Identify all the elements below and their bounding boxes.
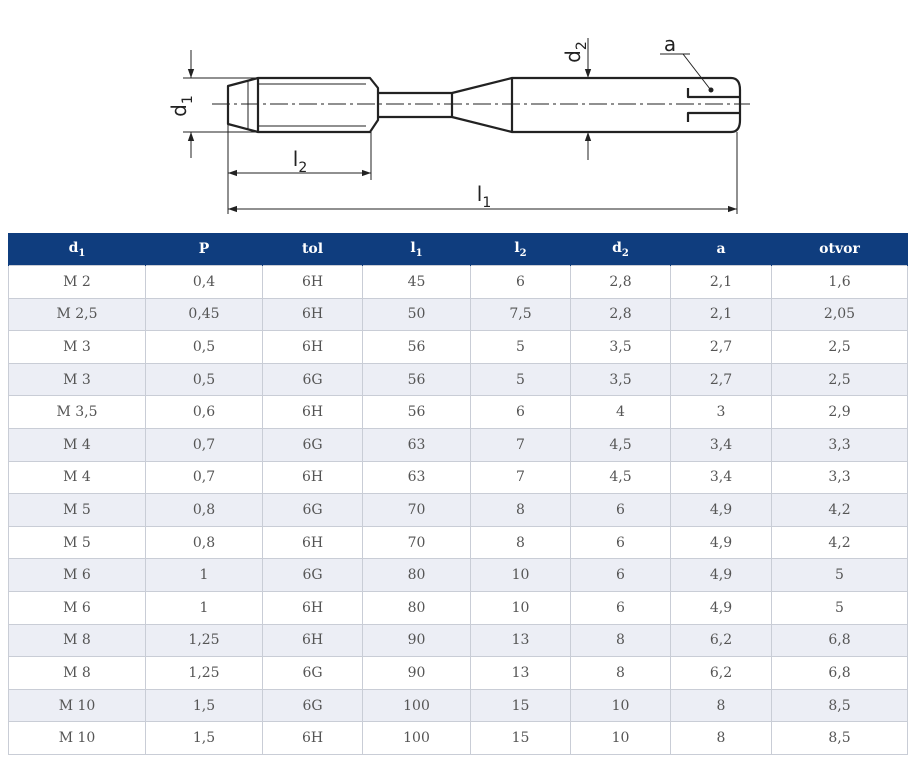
table-cell-a: 4,9 [671,526,772,559]
column-header-label: d [68,239,79,256]
table-cell-otvor: 2,5 [772,363,908,396]
table-cell-p: 1 [146,559,263,592]
l2-label-main: l [292,147,299,171]
table-cell-d1: M 6 [9,591,146,624]
table-cell-l2: 7 [471,428,571,461]
table-cell-p: 0,5 [146,331,263,364]
table-cell-p: 0,7 [146,461,263,494]
table-cell-d1: M 3 [9,331,146,364]
table-cell-p: 1,5 [146,689,263,722]
table-cell-otvor: 6,8 [772,624,908,657]
table-cell-a: 2,1 [671,266,772,299]
table-cell-d1: M 5 [9,494,146,527]
table-cell-a: 8 [671,689,772,722]
column-header-label: tol [301,241,324,257]
table-cell-l1: 56 [363,331,471,364]
table-cell-d2: 2,8 [571,298,671,331]
table-row [9,494,908,527]
table-cell-otvor: 1,6 [772,266,908,299]
d1-label [167,95,196,117]
table-cell-p: 0,6 [146,396,263,429]
table-cell-a: 4,9 [671,494,772,527]
table-cell-otvor: 5 [772,591,908,624]
table-cell-d2: 4,5 [571,461,671,494]
table-cell-l1: 45 [363,266,471,299]
table-cell-tol: 6H [263,461,363,494]
table-cell-d1: M 2,5 [9,298,146,331]
d2-label-sub: 2 [574,41,590,51]
table-cell-otvor: 8,5 [772,722,908,755]
table-cell-d2: 2,8 [571,266,671,299]
table-cell-d1: M 2 [9,266,146,299]
d1-label-main: d [167,104,191,117]
column-header-label: l [410,239,416,256]
table-cell-d2: 10 [571,722,671,755]
table-cell-l1: 80 [363,559,471,592]
table-cell-l2: 15 [471,689,571,722]
table-cell-otvor: 2,5 [772,331,908,364]
table-cell-l1: 63 [363,428,471,461]
table-cell-d2: 10 [571,689,671,722]
table-cell-d1: M 3,5 [9,396,146,429]
table-cell-tol: 6H [263,526,363,559]
table-cell-d2: 6 [571,559,671,592]
table-cell-a: 2,7 [671,331,772,364]
table-cell-otvor: 6,8 [772,657,908,690]
table-cell-a: 4,9 [671,559,772,592]
table-cell-otvor: 2,9 [772,396,908,429]
table-cell-d2: 6 [571,526,671,559]
table-cell-l2: 7 [471,461,571,494]
table-cell-a: 2,1 [671,298,772,331]
table-row [9,657,908,690]
table-cell-l1: 100 [363,689,471,722]
l1-label-sub: 1 [482,195,492,211]
column-header-tol [263,233,363,266]
l2-label-sub: 2 [298,160,308,176]
table-header [9,233,908,266]
table-cell-otvor: 3,3 [772,428,908,461]
column-header-otvor [772,233,908,266]
table-cell-l2: 6 [471,396,571,429]
table-row [9,461,908,494]
table-cell-d1: M 10 [9,689,146,722]
l1-label-main: l [476,182,483,206]
table-cell-d1: M 10 [9,722,146,755]
table-cell-d2: 3,5 [571,363,671,396]
table-cell-a: 6,2 [671,657,772,690]
thread-lines [248,80,366,130]
table-cell-p: 0,45 [146,298,263,331]
table-cell-p: 0,4 [146,266,263,299]
table-cell-l2: 7,5 [471,298,571,331]
table-cell-l2: 13 [471,657,571,690]
table-cell-l1: 90 [363,624,471,657]
tap-body-outline [228,78,740,132]
table-cell-l1: 70 [363,526,471,559]
table-cell-l2: 5 [471,363,571,396]
table-cell-otvor: 5 [772,559,908,592]
column-header-label: d [612,239,622,256]
table-cell-p: 0,7 [146,428,263,461]
table-cell-otvor: 2,05 [772,298,908,331]
a-label: a [663,32,677,56]
table-cell-otvor: 8,5 [772,689,908,722]
table-cell-a: 2,7 [671,363,772,396]
table-cell-l2: 5 [471,331,571,364]
d2-label-main: d [561,50,585,63]
table-cell-a: 3,4 [671,428,772,461]
table-cell-tol: 6H [263,591,363,624]
tap-dimensions-table [8,233,908,755]
column-header-subscript: 1 [415,247,423,259]
table-cell-otvor: 4,2 [772,494,908,527]
table-row [9,624,908,657]
table-cell-a: 6,2 [671,624,772,657]
table-cell-d1: M 5 [9,526,146,559]
table-cell-d2: 4,5 [571,428,671,461]
table-cell-d2: 8 [571,657,671,690]
table-cell-p: 1 [146,591,263,624]
a-leader-dot [709,88,714,93]
table-cell-l1: 56 [363,363,471,396]
table-cell-tol: 6H [263,722,363,755]
table-cell-p: 0,8 [146,526,263,559]
table-cell-l2: 10 [471,559,571,592]
table-cell-tol: 6H [263,396,363,429]
table-cell-a: 8 [671,722,772,755]
table-cell-l2: 8 [471,526,571,559]
table-cell-tol: 6G [263,559,363,592]
table-cell-otvor: 3,3 [772,461,908,494]
table-cell-l1: 50 [363,298,471,331]
table-cell-l1: 70 [363,494,471,527]
table-row [9,331,908,364]
table-cell-tol: 6G [263,657,363,690]
table-cell-l2: 6 [471,266,571,299]
table-cell-otvor: 4,2 [772,526,908,559]
column-header-label: otvor [819,241,860,257]
table-cell-a: 3 [671,396,772,429]
table-cell-d1: M 6 [9,559,146,592]
table-cell-p: 1,5 [146,722,263,755]
table-cell-l1: 100 [363,722,471,755]
table-cell-p: 0,5 [146,363,263,396]
table-cell-a: 3,4 [671,461,772,494]
column-header-subscript: 2 [519,247,527,259]
table-header-row [9,233,908,266]
table-row [9,722,908,755]
table-row [9,526,908,559]
d1-label-sub: 1 [180,95,196,105]
table-cell-d2: 6 [571,494,671,527]
table-cell-tol: 6G [263,689,363,722]
table-cell-d1: M 3 [9,363,146,396]
table-row [9,591,908,624]
table-cell-l2: 15 [471,722,571,755]
table-cell-d1: M 8 [9,624,146,657]
table-cell-p: 1,25 [146,624,263,657]
table-cell-tol: 6G [263,494,363,527]
table-cell-l1: 63 [363,461,471,494]
table-cell-l1: 80 [363,591,471,624]
table-cell-p: 0,8 [146,494,263,527]
table-row [9,363,908,396]
table-cell-d1: M 4 [9,461,146,494]
table-cell-a: 4,9 [671,591,772,624]
table-cell-tol: 6G [263,428,363,461]
table-cell-tol: 6H [263,624,363,657]
table-row [9,428,908,461]
table-cell-tol: 6H [263,298,363,331]
column-header-p [146,233,263,266]
table-row [9,559,908,592]
column-header-label: P [198,241,210,257]
column-header-l2 [471,233,571,266]
d2-label [561,41,590,63]
a-leader [660,54,710,89]
table-body [9,266,908,755]
column-header-d2 [571,233,671,266]
column-header-label: a [716,241,726,257]
table-cell-l1: 56 [363,396,471,429]
table-cell-l2: 8 [471,494,571,527]
tap-diagram-svg [0,0,919,230]
column-header-a [671,233,772,266]
table-cell-l2: 10 [471,591,571,624]
l2-label [293,147,307,176]
column-header-l1 [363,233,471,266]
table-cell-d2: 3,5 [571,331,671,364]
table-row [9,266,908,299]
table-cell-d2: 6 [571,591,671,624]
table-cell-d1: M 8 [9,657,146,690]
table-cell-l1: 90 [363,657,471,690]
l1-label [477,182,491,211]
table-cell-p: 1,25 [146,657,263,690]
table-row [9,396,908,429]
table-cell-d1: M 4 [9,428,146,461]
table-cell-tol: 6H [263,266,363,299]
column-header-subscript: 2 [621,247,629,259]
table-cell-l2: 13 [471,624,571,657]
table-row [9,689,908,722]
table-cell-d2: 4 [571,396,671,429]
table-row [9,298,908,331]
column-header-label: l [514,239,520,256]
table-cell-tol: 6G [263,363,363,396]
column-header-d1 [9,233,146,266]
tap-technical-drawing [0,0,919,230]
table-cell-d2: 8 [571,624,671,657]
column-header-subscript: 1 [78,247,86,259]
table-cell-tol: 6H [263,331,363,364]
